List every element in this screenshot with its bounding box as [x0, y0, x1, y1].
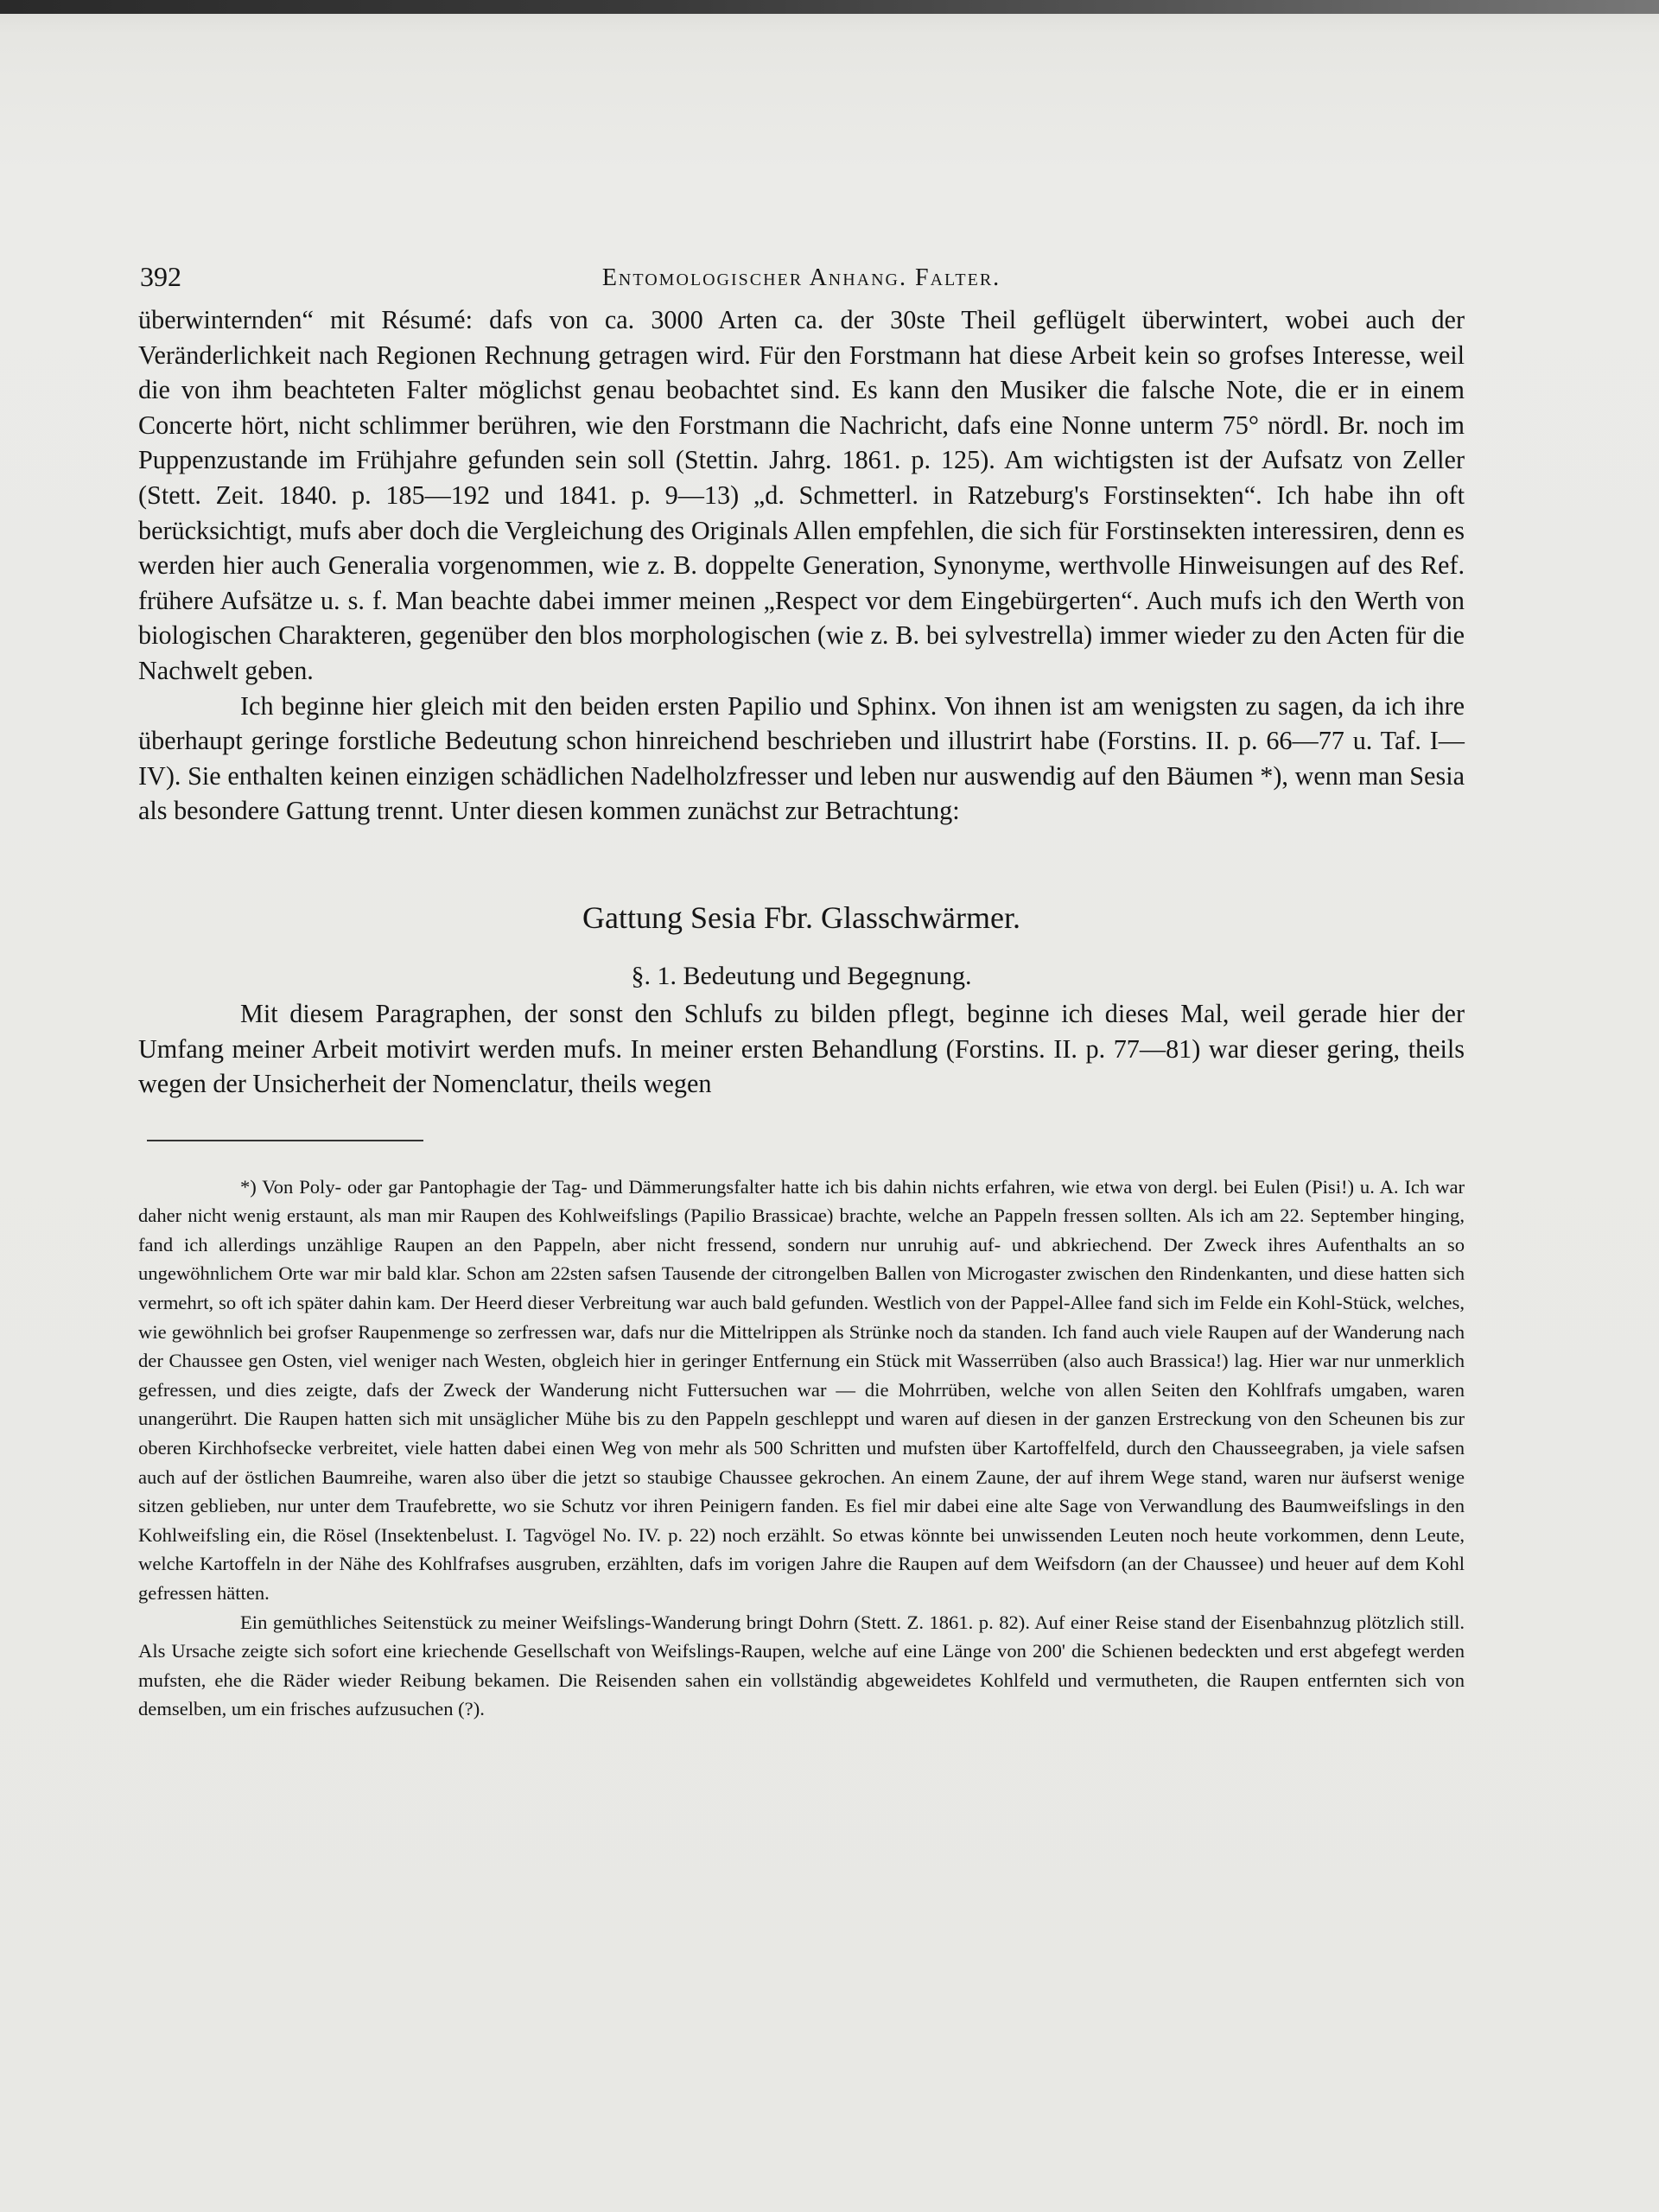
paragraph-2: Ich beginne hier gleich mit den beiden ersten Papilio und Sphinx. Von ihnen ist am wenigsten zu sagen, da ich ihre überhaupt geringe forstliche Bedeutung schon hinreichend beschrieben und illustrirt habe (Forstins. II. p. 66—77 u. Taf. I—IV). Sie enthalten keinen einzigen schädlichen Nadelholzfresser und leben nur auswendig auf den Bäumen *), wenn man Sesia als besondere Gattung trennt. Unter diesen kommen zunächst zur Betrachtung:	[138, 690, 1465, 826]
footnotes	[138, 1173, 1465, 1724]
main-text	[138, 302, 1465, 1102]
footnote-1: *) Von Poly- oder gar Pantophagie der Tag- und Dämmerungsfalter hatte ich bis dahin nichts erfahren, wie etwa von dergl. bei Eulen (Pisi!) u. A. Ich war daher nicht wenig erstaunt, als man mir Raupen des Kohlweifslings (Papilio Brassicae) brachte, welche an Pappeln fressen sollten. Als ich am 22. September hinging, fand ich allerdings unzählige Raupen an den Pappeln, aber nicht fressend, sondern nur unruhig auf- und abkriechend. Der Zweck ihres Aufenthalts an so ungewöhnlichem Orte war mir bald klar. Schon am 22sten safsen Tausende der citrongelben Ballen von Microgaster zwischen den Rindenkanten, und diese hatten sich vermehrt, so oft ich später dahin kam. Der Heerd dieser Verbreitung war auch bald gefunden. Westlich von der Pappel-Allee fand sich im Felde ein Kohl-Stück, welches, wie gewöhnlich bei grofser Raupenmenge so zerfressen war, dafs nur die Mittelrippen als Strünke noch da standen. Ich fand auch viele Raupen auf der Wanderung nach der Chaussee gen Osten, viel weniger nach Westen, obgleich hier in geringer Entfernung ein Stück mit Wasserrüben (also auch Brassica!) lag. Hier war nur unmerklich gefressen, und dies zeigte, dafs der Zweck der Wanderung nicht Futtersuchen war — die Mohrrüben, welche von allen Seiten den Kohlfrafs umgaben, waren unangerührt. Die Raupen hatten sich mit unsäglicher Mühe bis zu den Pappeln geschleppt und waren auf diesen in der ganzen Erstreckung von den Scheunen bis zur oberen Kirchhofsecke verbreitet, viele hatten dabei einen Weg von mehr als 500 Schritten und mufsten über Kartoffelfeld, durch den Chausseegraben, ja viele safsen auch auf der östlichen Baumreihe, waren also über die jetzt so staubige Chaussee gekrochen. An einem Zaune, der auf ihrem Wege stand, waren nur äufserst wenige sitzen geblieben, nur unter dem Traufebrette, wo sie Schutz vor ihren Peinigern fanden. Es fiel mir dabei eine alte Sage von Verwandlung des Baumweifslings in den Kohlweifsling ein, die Rösel (Insektenbelust. I. Tagvögel No. IV. p. 22) noch erzählt. So etwas könnte bei unwissenden Leuten noch heute vorkommen, denn Leute, welche Kartoffeln in der Nähe des Kohlfrafses ausgruben, erzählten, dafs im vorigen Jahre die Raupen auf dem Weifsdorn (an der Chaussee) und heuer auf dem Kohl gefressen hätten.	[138, 1175, 1465, 1604]
page-content	[138, 259, 1465, 1724]
footnote-2: Ein gemüthliches Seitenstück zu meiner Weifslings-Wanderung bringt Dohrn (Stett. Z. 1861. p. 82). Auf einer Reise stand der Eisenbahnzug plötzlich still. Als Ursache zeigte sich sofort eine kriechende Gesellschaft von Weifslings-Raupen, welche auf eine Länge von 200' die Schienen bedeckten und erst abgefegt werden mufsten, ehe die Räder wieder Reibung bekamen. Die Reisenden sahen ein vollständig abgeweidetes Kohlfeld und vermutheten, die Raupen entfernten sich von demselben, um ein frisches aufzusuchen (?).	[138, 1611, 1465, 1720]
page-header	[138, 259, 1465, 294]
section-title: Gattung Sesia Fbr. Glasschwärmer.	[582, 899, 1020, 935]
footnote-rule	[147, 1140, 423, 1141]
running-title: Entomologischer Anhang. Falter.	[601, 264, 1001, 291]
paragraph-1: überwinternden“ mit Résumé: dafs von ca. 3000 Arten ca. der 30ste Theil geflügelt überwintert, wobei auch der Veränderlichkeit nach Regionen Rechnung getragen wird. Für den Forstmann hat diese Arbeit kein so grofses Interesse, weil die von ihm beachteten Falter möglichst genau beobachtet sind. Es kann den Musiker die falsche Note, die er in einem Concerte hört, nicht schlimmer berühren, wie den Forstmann die Nachricht, dafs eine Nonne unterm 75° nördl. Br. noch im Puppenzustande im Frühjahre gefunden sein soll (Stettin. Jahrg. 1861. p. 125). Am wichtigsten ist der Aufsatz von Zeller (Stett. Zeit. 1840. p. 185—192 und 1841. p. 9—13) „d. Schmetterl. in Ratzeburg's Forstinsekten“. Ich habe ihn oft berücksichtigt, mufs aber doch die Vergleichung des Originals Allen empfehlen, die sich für Forstinsekten interessiren, denn es werden hier auch Generalia vorgenommen, wie z. B. doppelte Generation, Synonyme, werthvolle Hinweisungen auf des Ref. frühere Aufsätze u. s. f. Man beachte dabei immer meinen „Respect vor dem Eingebürgerten“. Auch mufs ich den Werth von biologischen Charakteren, gegenüber den blos morphologischen (wie z. B. bei sylvestrella) immer wieder zu den Acten für die Nachwelt geben.	[138, 305, 1465, 685]
paragraph-3: Mit diesem Paragraphen, der sonst den Schlufs zu bilden pflegt, beginne ich dieses Mal, weil gerade hier der Umfang meiner Arbeit motivirt werden mufs. In meiner ersten Behandlung (Forstins. II. p. 77—81) war dieser gering, theils wegen der Unsicherheit der Nomenclatur, theils wegen	[138, 998, 1465, 1099]
scan-top-edge	[0, 0, 1659, 14]
paragraph-title: §. 1. Bedeutung und Begegnung.	[631, 961, 972, 990]
page-number: 392	[140, 261, 181, 292]
